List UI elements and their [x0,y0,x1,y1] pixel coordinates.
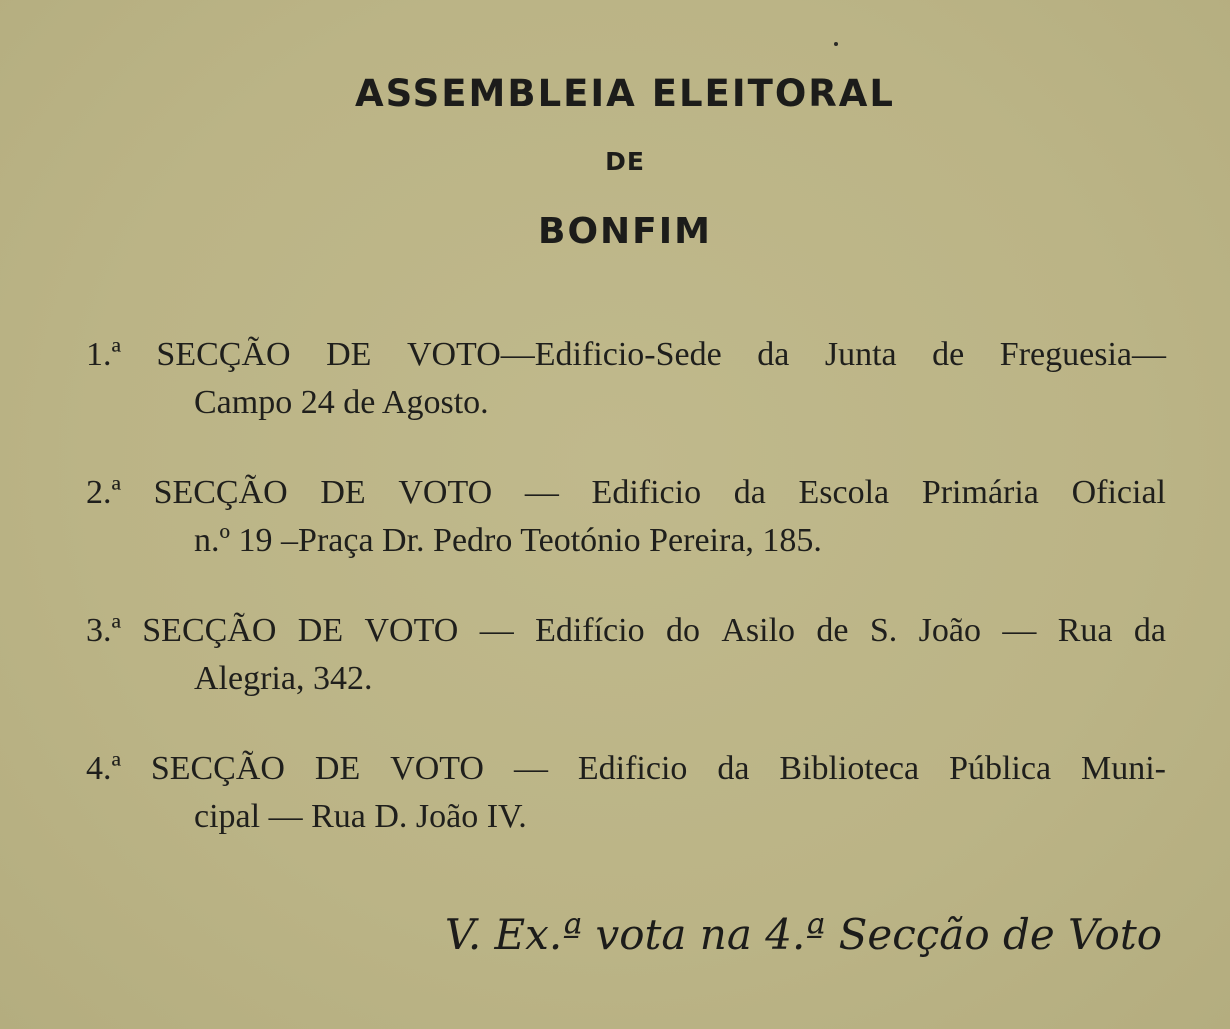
section-word: Pública [949,750,1052,787]
section-word: DE [297,612,344,649]
voting-section-2-line1 [86,469,1166,517]
section-word: Edificio [577,750,688,787]
section-word: 3.ª [86,612,121,649]
assembly-connector: DE [605,147,645,176]
section-word: João [918,612,981,649]
section-word: SECÇÃO [153,474,288,511]
section-word: DE [326,336,372,373]
section-word: Asilo [721,612,796,649]
section-word: da [733,474,766,511]
section-word: — [1002,612,1037,649]
section-word: S. [869,612,898,649]
section-word: 2.ª [86,474,121,511]
section-word: VOTO [398,474,493,511]
section-word: VOTO [364,612,459,649]
section-word: da [717,750,750,787]
voting-section-3-line1 [86,607,1166,655]
section-word: VOTO [390,750,484,787]
assembly-place: BONFIM [538,211,712,252]
voter-section-note: V. Ex.ª vota na 4.ª Secção de Voto [444,910,1162,959]
voting-section-1-line2: Campo 24 de Agosto. [194,384,489,421]
section-word: SECÇÃO [150,750,285,787]
ink-speck [834,42,838,46]
section-word: Biblioteca [779,750,920,787]
section-word: SECÇÃO [142,612,277,649]
assembly-title: ASSEMBLEIA ELEITORAL [355,72,895,115]
voting-section-3-line2: Alegria, 342. [194,660,373,697]
section-word: Edificio [591,474,702,511]
section-word: Freguesia— [999,336,1166,373]
section-word: Junta [824,336,897,373]
section-word: DE [314,750,361,787]
section-word: do [665,612,700,649]
section-word: — [524,474,559,511]
voting-section-1 [86,331,1166,427]
section-word: 4.ª [86,750,121,787]
voting-section-2-line2: n.º 19 –Praça Dr. Pedro Teotónio Pereira, 185. [194,522,822,559]
voting-section-4-line2: cipal — Rua D. João IV. [194,798,527,835]
section-word: de [816,612,849,649]
section-word: 1.ª [86,336,121,373]
section-word: VOTO—Edificio-Sede [406,336,722,373]
voting-section-1-line1 [86,331,1166,379]
section-word: Escola [798,474,890,511]
section-word: DE [320,474,366,511]
section-word: da [757,336,790,373]
section-word: de [932,336,965,373]
section-word: da [1133,612,1166,649]
section-word: — [513,750,548,787]
voting-section-4 [86,745,1166,841]
voting-section-2 [86,469,1166,565]
section-word: Edifício [535,612,645,649]
section-word: Rua [1057,612,1113,649]
section-word: — [479,612,514,649]
voting-section-4-line1 [86,745,1166,793]
section-word: SECÇÃO [156,336,291,373]
section-word: Primária [921,474,1039,511]
section-word: Muni- [1080,750,1166,787]
section-word: Oficial [1071,474,1166,511]
voting-section-3 [86,607,1166,703]
